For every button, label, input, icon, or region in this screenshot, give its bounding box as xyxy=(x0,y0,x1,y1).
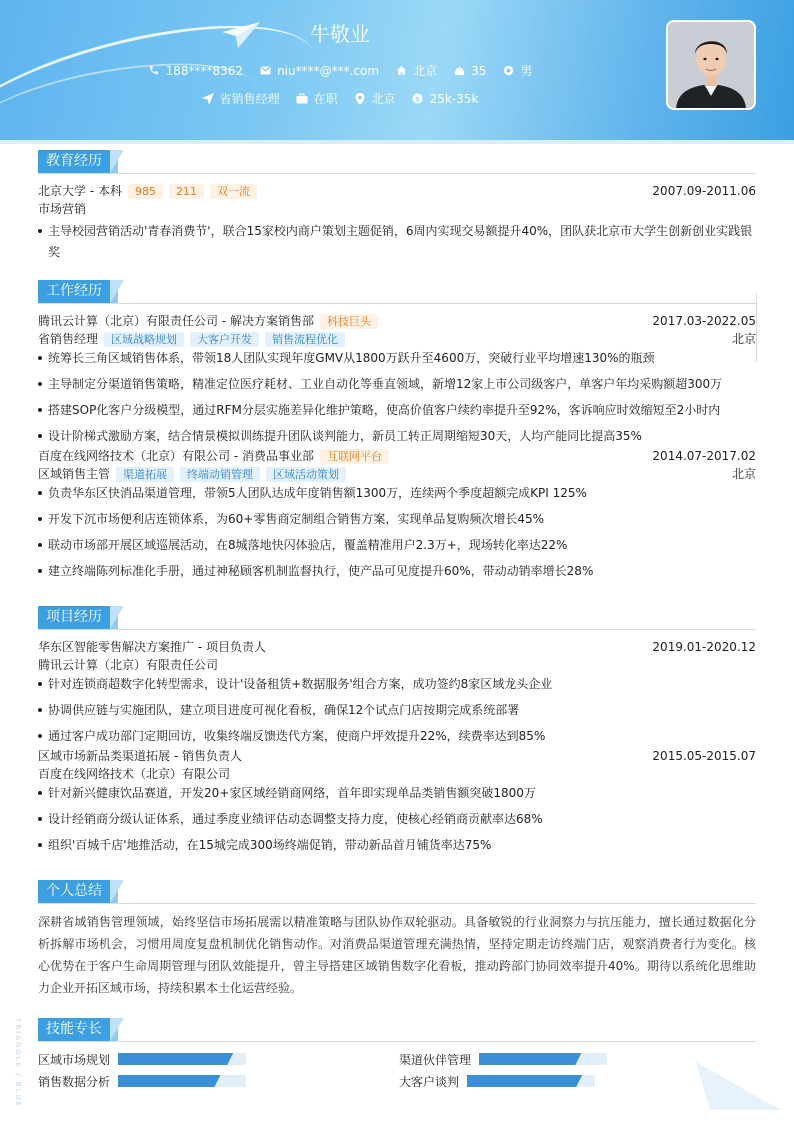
work-location: 北京 xyxy=(731,332,756,346)
skill-bar xyxy=(467,1075,595,1087)
briefcase-icon xyxy=(296,93,308,105)
education-period: 2007.09-2011.06 xyxy=(652,184,756,198)
section-title: 工作经历 xyxy=(38,280,110,303)
company-name: 百度在线网络技术（北京）有限公司 - 消费品事业部 xyxy=(38,449,314,463)
company-tag: 互联网平台 xyxy=(320,449,389,464)
list-item: 通过客户成功部门定期回访，收集终端反馈迭代方案，使商户坪效提升22%，续费率达到85% xyxy=(38,726,756,747)
project-entry xyxy=(38,638,756,747)
section-title: 教育经历 xyxy=(38,150,110,173)
gender-info: 男 xyxy=(502,62,532,79)
work-bullets xyxy=(38,483,756,582)
section-title: 项目经历 xyxy=(38,606,110,629)
education-bullets xyxy=(38,221,756,263)
skills-section xyxy=(38,1018,756,1090)
skill-item xyxy=(38,1072,399,1090)
major: 市场营销 xyxy=(38,202,87,216)
skill-bar xyxy=(118,1075,246,1087)
list-item: 负责华东区快消品渠道管理，带领5人团队达成年度销售额1300万，连续两个季度超额完成KPI 125% xyxy=(38,483,756,504)
section-title: 个人总结 xyxy=(38,880,110,903)
work-entry xyxy=(38,447,756,582)
work-period: 2017.03-2022.05 xyxy=(652,314,756,328)
header-divider xyxy=(0,140,794,144)
list-item: 搭建SOP化客户分级模型，通过RFM分层实施差异化维护策略，使高价值客户续约率提升至92%，客诉响应时效缩短至2小时内 xyxy=(38,400,756,421)
section-title: 技能专长 xyxy=(38,1018,110,1041)
section-header xyxy=(38,880,756,904)
work-section xyxy=(38,280,756,587)
home-icon xyxy=(395,65,407,77)
contact-row xyxy=(0,62,680,79)
work-entry xyxy=(38,312,756,447)
skill-item xyxy=(38,1050,399,1068)
target-city-info: 北京 xyxy=(354,90,396,107)
work-location: 北京 xyxy=(731,467,756,481)
phone-info: 188****8362 xyxy=(148,62,243,79)
cake-icon xyxy=(453,65,465,77)
project-entry xyxy=(38,747,756,856)
project-period: 2015.05-2015.07 xyxy=(652,749,756,763)
section-header xyxy=(38,1018,756,1042)
skill-tag: 区域活动策划 xyxy=(266,467,346,482)
school-degree: 北京大学 - 本科 xyxy=(38,184,122,198)
list-item: 建立终端陈列标准化手册，通过神秘顾客机制监督执行，使产品可见度提升60%，带动动销率增长28% xyxy=(38,561,756,582)
list-item: 协调供应链与实施团队，建立项目进度可视化看板，确保12个试点门店按期完成系统部署 xyxy=(38,700,756,721)
phone-icon xyxy=(148,65,160,77)
location-pin-icon xyxy=(354,93,366,105)
job-title: 省销售经理 xyxy=(38,332,99,346)
list-item: 开发下沉市场便利店连锁体系，为60+零售商定制组合销售方案，实现单品复购频次增长45% xyxy=(38,509,756,530)
divider xyxy=(756,292,757,362)
salary-info: $ 25k-35k xyxy=(412,90,479,107)
skills-grid xyxy=(38,1050,756,1090)
skill-bar xyxy=(118,1053,246,1065)
section-header xyxy=(38,280,756,304)
skill-name: 销售数据分析 xyxy=(38,1074,111,1089)
list-item: 设计阶梯式激励方案，结合情景模拟训练提升团队谈判能力，新员工转正周期缩短30天，人均产能同比提高35% xyxy=(38,426,756,447)
city-info: 北京 xyxy=(395,62,437,79)
skill-bar xyxy=(479,1053,607,1065)
list-item: 主导校园营销活动'青春消费节'，联合15家校内商户策划主题促销，6周内实现交易额提升40%，团队获北京市大学生创新创业实践银奖 xyxy=(38,221,756,263)
project-period: 2019.01-2020.12 xyxy=(652,640,756,654)
project-bullets xyxy=(38,783,756,856)
candidate-name: 牛敬业 xyxy=(310,22,370,46)
section-header xyxy=(38,150,756,174)
section-header xyxy=(38,606,756,630)
skill-name: 大客户谈判 xyxy=(399,1074,460,1089)
work-bullets xyxy=(38,348,756,447)
mail-icon xyxy=(259,65,271,77)
svg-text:$: $ xyxy=(415,94,420,104)
skill-tag: 渠道拓展 xyxy=(116,467,174,482)
project-name: 区域市场新品类渠道拓展 - 销售负责人 xyxy=(38,749,242,763)
project-bullets xyxy=(38,674,756,747)
skill-name: 渠道伙伴管理 xyxy=(399,1052,472,1067)
summary-section xyxy=(38,880,756,999)
gender-icon xyxy=(502,65,514,77)
company-name: 腾讯云计算（北京）有限责任公司 - 解决方案销售部 xyxy=(38,314,314,328)
skill-level xyxy=(118,1053,233,1065)
school-tag: 双一流 xyxy=(210,184,257,199)
project-name: 华东区智能零售解决方案推广 - 项目负责人 xyxy=(38,640,266,654)
side-watermark: TRIANGLE / BLUE xyxy=(14,1018,22,1108)
intention-row xyxy=(0,90,680,107)
age-info: 35 xyxy=(453,62,486,79)
skill-tag: 区域战略规划 xyxy=(104,332,184,347)
list-item: 统筹长三角区域销售体系，带领18人团队实现年度GMV从1800万跃升至4600万，突破行业平均增速130%的瓶颈 xyxy=(38,348,756,369)
project-company: 腾讯云计算（北京）有限责任公司 xyxy=(38,658,219,672)
send-icon xyxy=(202,93,214,105)
education-entry-header xyxy=(38,182,756,200)
list-item: 组织'百城千店'地推活动，在15城完成300场终端促销，带动新品首月铺货率达75% xyxy=(38,835,756,856)
project-company: 百度在线网络技术（北京）有限公司 xyxy=(38,767,231,781)
skill-name: 区域市场规划 xyxy=(38,1052,111,1067)
school-tag: 211 xyxy=(169,184,204,199)
summary-text: 深耕省域销售管理领域，始终坚信市场拓展需以精准策略与团队协作双轮驱动。具备敏锐的行业洞察力与抗压能力，擅长通过数据化分析拆解市场机会，习惯用周度复盘机制优化销售动作。对消费品渠道管理充满热情，坚持定期走访终端门店，观察消费者行为变化。核心优势在于客户生命周期管理与团队效能提升，曾主导搭建区域销售数字化看板，推动跨部门协同效率提升40%。期待以系统化思维助力企业开拓区域市场，持续积累本土化运营经验。 xyxy=(38,915,756,995)
skill-tag: 大客户开发 xyxy=(190,332,259,347)
position-info: 省销售经理 xyxy=(202,90,280,107)
skill-level xyxy=(467,1075,582,1087)
school-tag: 985 xyxy=(128,184,163,199)
skill-tag: 终端动销管理 xyxy=(180,467,260,482)
skill-tag: 销售流程优化 xyxy=(265,332,345,347)
avatar xyxy=(666,20,756,110)
status-info: 在职 xyxy=(296,90,338,107)
company-tag: 科技巨头 xyxy=(320,314,378,329)
list-item: 主导制定分渠道销售策略，精准定位医疗耗材、工业自动化等垂直领域，新增12家上市公司级客户，单客户年均采购额超300万 xyxy=(38,374,756,395)
list-item: 针对新兴健康饮品赛道，开发20+家区域经销商网络，首年即实现单品类销售额突破1800万 xyxy=(38,783,756,804)
money-icon xyxy=(412,93,424,105)
resume-header xyxy=(0,0,794,140)
skill-level xyxy=(118,1075,220,1087)
email-info: niu****@***.com xyxy=(259,62,379,79)
job-title: 区域销售主管 xyxy=(38,467,111,481)
skill-level xyxy=(479,1053,581,1065)
list-item: 设计经销商分级认证体系，通过季度业绩评估动态调整支持力度，使核心经销商贡献率达68% xyxy=(38,809,756,830)
education-section xyxy=(38,150,756,268)
work-period: 2014.07-2017.02 xyxy=(652,449,756,463)
list-item: 针对连锁商超数字化转型需求，设计'设备租赁+数据服务'组合方案，成功签约8家区域龙头企业 xyxy=(38,674,756,695)
corner-decoration xyxy=(696,1062,786,1112)
project-section xyxy=(38,606,756,861)
list-item: 联动市场部开展区域巡展活动，在8城落地快闪体验店，覆盖精准用户2.3万+，现场转化率达22% xyxy=(38,535,756,556)
